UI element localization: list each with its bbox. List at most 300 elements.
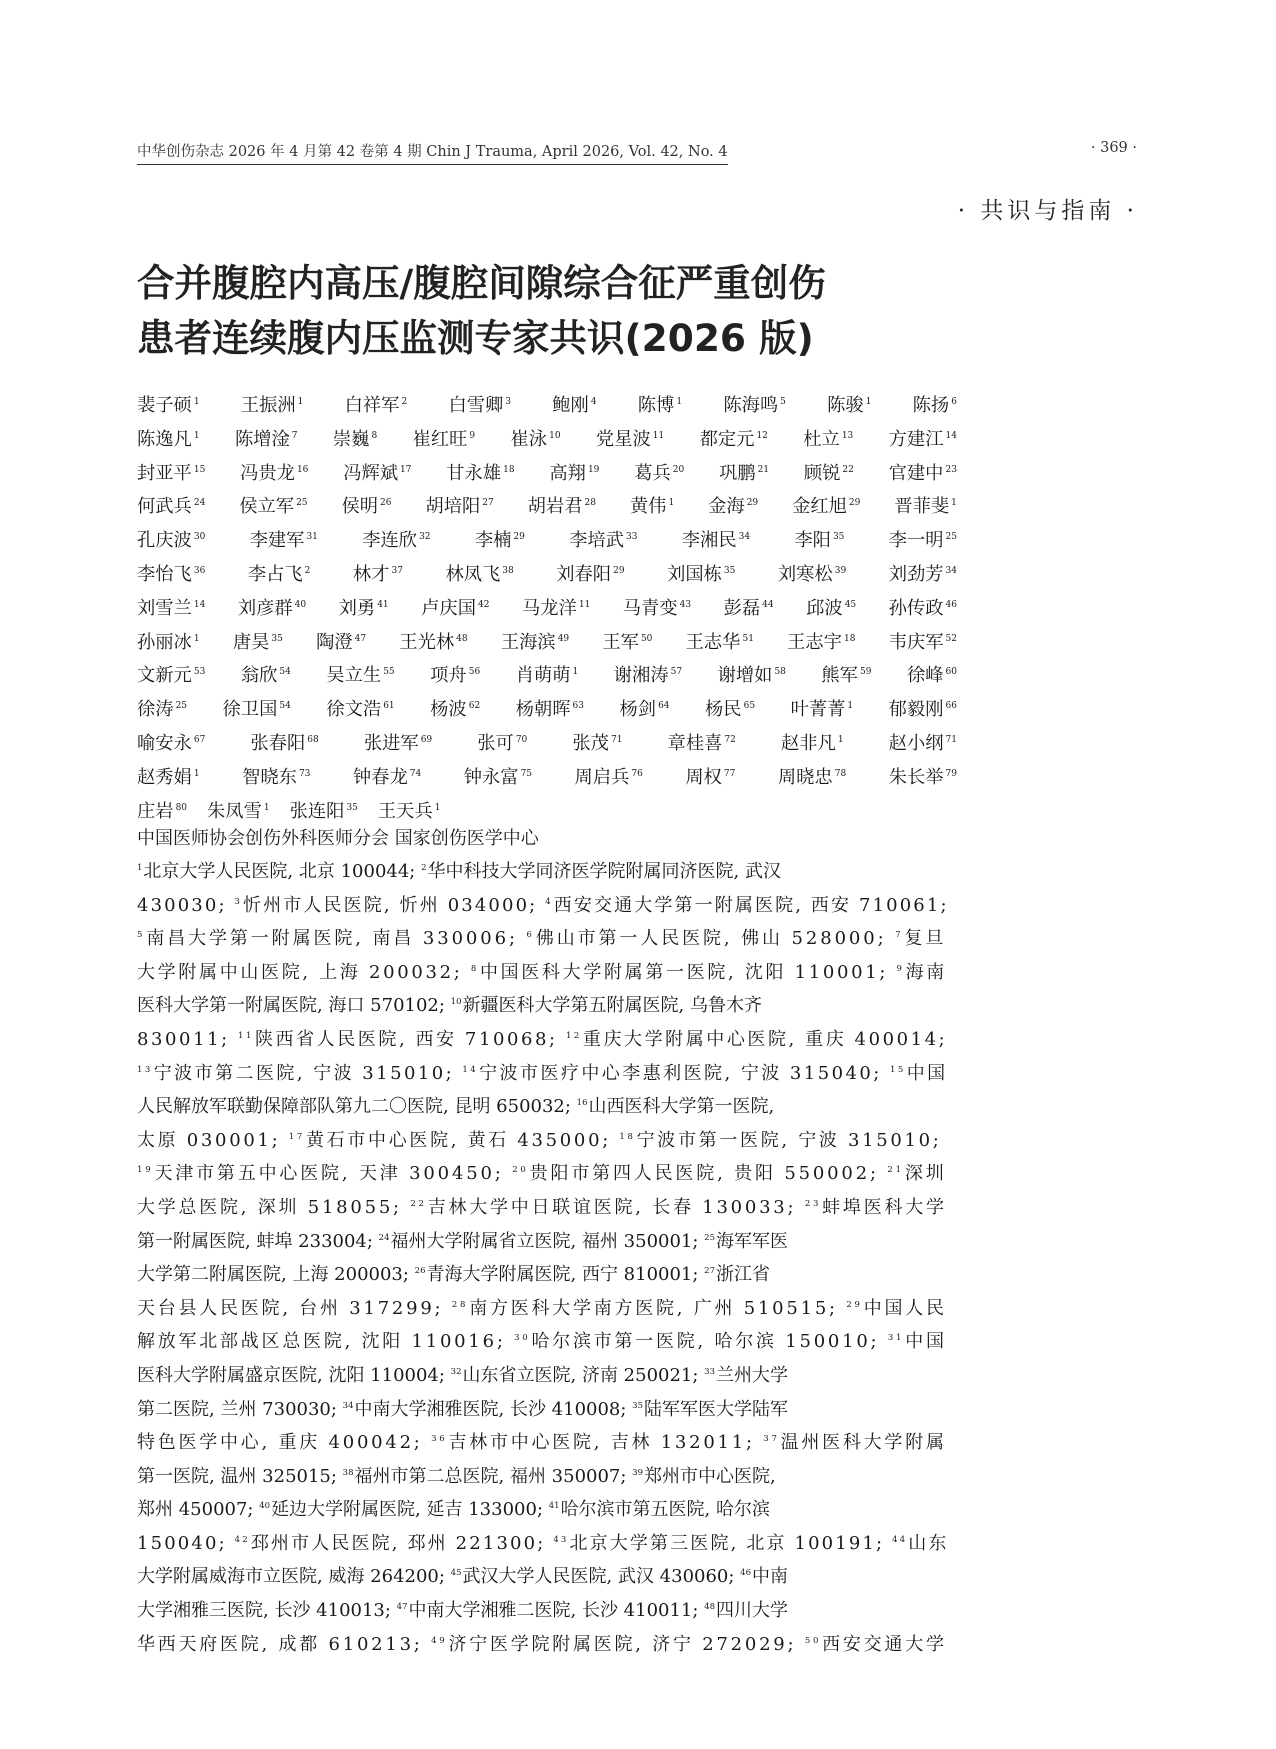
affiliation-number: 29 [846, 1299, 863, 1310]
author-affiliation-ref: 26 [380, 498, 392, 509]
affiliation-number: 39 [632, 1467, 643, 1478]
author-name: 刘国栋 $^{35}$ [667, 563, 736, 585]
affiliation-text: 解放军北部战区总医院, 沈阳 110016; [137, 1331, 515, 1353]
affiliation-text: 中国 [905, 1331, 947, 1353]
author-affiliation-ref: 1 [865, 397, 872, 407]
author-name: 翁欣 $^{54}$ [240, 665, 291, 687]
author-name: 陈扬 $^6$ [912, 395, 957, 416]
author-name: 周启兵 $^{76}$ [574, 766, 643, 788]
author-name: 杨波 $^{62}$ [430, 699, 481, 721]
column-label: · 共识与指南 · [957, 198, 1138, 224]
author-name: 钟永富 $^{75}$ [463, 766, 533, 788]
page-number: · 369 · [1090, 140, 1137, 156]
affiliation-number: 47 [396, 1602, 408, 1613]
affiliation-text: 南方医科大学南方医院, 广州 510515; [469, 1297, 847, 1319]
affiliation-text: 大学附属中山医院, 上海 200032; [137, 961, 471, 983]
author-affiliation-ref: 10 [549, 430, 561, 441]
author-name: 李怡飞 $^{36}$ [137, 563, 206, 585]
author-line [137, 623, 957, 657]
author-name: 熊军 $^{59}$ [821, 665, 872, 687]
affiliation-text: 吉林大学中日联谊医院, 长春 130033; [427, 1196, 805, 1218]
author-affiliation-ref: 75 [520, 768, 533, 779]
affiliation-number: 12 [565, 1030, 582, 1041]
author-affiliation-ref: 25 [175, 701, 188, 712]
affiliation-line [137, 1121, 955, 1155]
affiliation-number: 28 [451, 1299, 469, 1310]
affiliation-text: 邳州市人民医院, 邳州 221300; [250, 1532, 554, 1554]
author-affiliation-ref: 5 [780, 397, 786, 407]
author-line [137, 656, 957, 690]
author-affiliation-ref: 40 [294, 599, 307, 610]
author-name: 张春阳 $^{68}$ [250, 732, 319, 754]
affiliation-text: 山东 [908, 1532, 949, 1554]
affiliation-line [137, 1054, 955, 1088]
affiliation-line [137, 1154, 955, 1188]
author-name: 彭磊 $^{44}$ [723, 597, 774, 619]
affiliation-text: 医科大学第一附属医院, 海口 570102; [137, 995, 451, 1017]
author-name: 王光林 $^{48}$ [399, 631, 468, 653]
article-title [137, 256, 937, 366]
author-affiliation-ref: 13 [841, 430, 854, 441]
author-name: 李一明 $^{25}$ [888, 530, 957, 552]
author-affiliation-ref: 35 [346, 802, 358, 813]
author-name: 李培武 $^{33}$ [569, 530, 638, 552]
author-name: 陈骏 $^1$ [827, 395, 872, 416]
author-affiliation-ref: 4 [590, 397, 597, 407]
author-affiliation-ref: 63 [572, 701, 584, 712]
affiliation-number: 45 [450, 1568, 462, 1579]
affiliation-text: 贵阳市第四人民医院, 贵阳 550002; [529, 1163, 888, 1185]
affiliation-number: 8 [470, 963, 479, 974]
author-affiliation-ref: 19 [587, 464, 600, 475]
author-affiliation-ref: 64 [658, 701, 670, 712]
affiliation-number: 36 [431, 1434, 448, 1445]
affiliation-text: 四川大学 [716, 1600, 788, 1622]
affiliation-text: 温州医科大学附属 [780, 1432, 947, 1454]
author-name: 陈海鸣 $^5$ [723, 395, 786, 416]
affiliation-text: 海军军医 [716, 1230, 788, 1252]
author-name: 赵秀娟 $^1$ [137, 766, 200, 788]
author-name: 文新元 $^{53}$ [137, 665, 206, 687]
affiliation-text: 第二医院, 兰州 730030; [137, 1398, 343, 1420]
title-line-1: 合并腹腔内高压/腹腔间隙综合征严重创伤 [137, 261, 826, 305]
affiliation-text: 北京大学人民医院, 北京 100044; [143, 861, 422, 882]
author-affiliation-ref: 45 [844, 599, 857, 610]
affiliation-list [137, 852, 955, 1658]
author-affiliation-ref: 27 [482, 498, 494, 509]
author-affiliation-ref: 46 [945, 599, 957, 610]
author-name: 陈逸凡 $^1$ [137, 428, 200, 450]
author-affiliation-ref: 42 [478, 599, 490, 610]
author-name: 马青变 $^{43}$ [622, 597, 692, 619]
author-affiliation-ref: 33 [626, 532, 638, 543]
affiliation-number: 19 [137, 1165, 154, 1176]
author-name: 赵小纲 $^{71}$ [888, 732, 957, 754]
affiliation-text: 大学第二附属医院, 上海 200003; [137, 1264, 415, 1286]
affiliation-text: 忻州市人民医院, 忻州 034000; [243, 894, 546, 916]
author-affiliation-ref: 22 [842, 464, 854, 475]
author-affiliation-ref: 29 [746, 498, 759, 509]
author-affiliation-ref: 29 [513, 532, 525, 543]
author-affiliation-ref: 1 [193, 768, 200, 779]
affiliation-text: 重庆大学附属中心医院, 重庆 400014; [582, 1028, 948, 1050]
author-affiliation-ref: 59 [859, 667, 872, 678]
author-name: 韦庆军 $^{52}$ [888, 631, 957, 653]
author-line [137, 589, 957, 623]
author-affiliation-ref: 55 [383, 667, 395, 678]
author-affiliation-ref: 18 [844, 633, 856, 644]
affiliation-text: 北京大学第三医院, 北京 100191; [569, 1532, 893, 1554]
author-name: 徐峰 $^{60}$ [906, 665, 957, 687]
author-name: 李建军 $^{31}$ [249, 530, 318, 552]
affiliation-text: 人民解放军联勤保障部队第九二〇医院, 昆明 650032; [137, 1096, 577, 1118]
affiliation-text: 天台县人民医院, 台州 317299; [137, 1297, 452, 1319]
author-name: 项舟 $^{56}$ [430, 665, 481, 687]
author-name: 崔红旺 $^9$ [412, 428, 476, 450]
author-name: 黄伟 $^1$ [629, 496, 675, 518]
affiliation-number: 32 [450, 1366, 462, 1377]
affiliation-text: 中南 [752, 1566, 788, 1588]
author-name: 陈增淦 $^7$ [234, 428, 298, 450]
author-affiliation-ref: 25 [296, 498, 308, 509]
author-affiliation-ref: 1 [572, 667, 579, 678]
author-affiliation-ref: 39 [834, 565, 847, 576]
affiliation-number: 2 [421, 863, 427, 873]
author-line [137, 386, 957, 420]
author-affiliation-ref: 1 [434, 802, 441, 813]
affiliation-number: 21 [887, 1165, 904, 1176]
affiliation-text: 宁波市第二医院, 宁波 315010; [153, 1062, 463, 1084]
affiliation-number: 25 [704, 1232, 715, 1243]
author-affiliation-ref: 1 [193, 397, 200, 407]
author-name: 马龙洋 $^{11}$ [521, 597, 591, 619]
affiliation-number: 44 [892, 1534, 908, 1545]
author-affiliation-ref: 30 [193, 532, 206, 543]
affiliation-text: 新疆医科大学第五附属医院, 乌鲁木齐 [462, 995, 762, 1017]
author-affiliation-ref: 14 [193, 599, 206, 610]
author-name: 刘春阳 $^{29}$ [556, 563, 625, 585]
author-affiliation-ref: 20 [672, 464, 685, 475]
affiliation-number: 48 [704, 1602, 715, 1613]
author-line [137, 555, 957, 589]
affiliation-text: 佛山市第一人民医院, 佛山 528000; [535, 928, 896, 950]
affiliation-text: 大学湘雅三医院, 长沙 410013; [137, 1600, 397, 1622]
affiliation-number: 11 [238, 1030, 254, 1041]
affiliation-text: 中国医科大学附属第一医院, 沈阳 110001; [479, 961, 897, 983]
author-name: 张可 $^{70}$ [477, 732, 528, 754]
author-affiliation-ref: 80 [175, 802, 188, 813]
affiliation-number: 13 [137, 1064, 153, 1075]
affiliation-line [137, 1490, 955, 1524]
affiliation-text: 复旦 [904, 928, 947, 950]
affiliation-text: 830011; [137, 1028, 239, 1050]
affiliation-text: 深圳 [904, 1163, 947, 1185]
author-name: 谢湘涛 $^{57}$ [613, 665, 683, 687]
author-name: 崇巍 $^8$ [332, 428, 378, 450]
affiliation-number: 22 [410, 1198, 427, 1209]
author-affiliation-ref: 1 [193, 430, 200, 441]
author-line [137, 454, 957, 488]
affiliation-number: 15 [890, 1064, 906, 1075]
author-name: 赵非凡 $^1$ [780, 732, 844, 754]
author-affiliation-ref: 24 [193, 498, 206, 509]
author-affiliation-ref: 14 [945, 430, 957, 441]
author-name: 张连阳 $^{35}$ [289, 800, 358, 822]
author-affiliation-ref: 72 [724, 734, 736, 745]
author-name: 党星波 $^{11}$ [595, 428, 665, 450]
affiliation-number: 35 [632, 1400, 643, 1411]
author-name: 胡培阳 $^{27}$ [425, 496, 494, 518]
author-affiliation-ref: 11 [652, 430, 665, 441]
affiliation-text: 延边大学附属医院, 延吉 133000; [271, 1499, 549, 1521]
journal-citation: 中华创伤杂志 2026 年 4 月第 42 卷第 4 期 Chin J Trauma, April 2026, Vol. 42, No. 4 [137, 140, 728, 165]
author-affiliation-ref: 66 [945, 701, 957, 712]
affiliation-text: 福州大学附属省立医院, 福州 350001; [390, 1230, 705, 1252]
affiliation-text: 吉林市中心医院, 吉林 132011; [448, 1432, 764, 1454]
affiliation-text: 哈尔滨市第五医院, 哈尔滨 [560, 1499, 771, 1521]
author-affiliation-ref: 69 [420, 734, 433, 745]
author-affiliation-ref: 58 [774, 667, 786, 678]
affiliation-number: 4 [545, 896, 553, 907]
author-name: 徐涛 $^{25}$ [137, 699, 188, 721]
affiliation-text: 大学总医院, 深圳 518055; [137, 1196, 411, 1218]
author-name: 刘雪兰 $^{14}$ [137, 597, 206, 619]
author-name: 庄岩 $^{80}$ [137, 800, 188, 822]
affiliation-text: 蚌埠医科大学 [822, 1196, 947, 1218]
author-name: 孔庆波 $^{30}$ [137, 530, 206, 552]
author-name: 李湘民 $^{34}$ [681, 530, 751, 552]
author-name: 喻安永 $^{67}$ [137, 732, 206, 754]
author-affiliation-ref: 43 [679, 599, 692, 610]
author-name: 王天兵 $^1$ [377, 800, 441, 822]
affiliation-number: 3 [234, 896, 243, 907]
affiliation-text: 海南 [905, 961, 947, 983]
author-affiliation-ref: 74 [409, 768, 422, 779]
affiliation-text: 南昌大学第一附属医院, 南昌 330006; [146, 928, 527, 950]
author-name: 杨剑 $^{64}$ [619, 699, 670, 721]
affiliation-text: 430030; [137, 894, 235, 916]
author-name: 崔泳 $^{10}$ [510, 428, 561, 450]
affiliation-text: 山东省立医院, 济南 250021; [462, 1364, 705, 1386]
author-affiliation-ref: 62 [468, 701, 481, 712]
author-affiliation-ref: 1 [676, 397, 683, 407]
affiliation-number: 34 [342, 1400, 354, 1411]
affiliation-number: 1 [137, 863, 143, 873]
author-affiliation-ref: 49 [557, 633, 570, 644]
author-affiliation-ref: 51 [742, 633, 754, 644]
author-name: 周权 $^{77}$ [685, 766, 736, 788]
affiliation-text: 华中科技大学同济医学院附属同济医院, 武汉 [427, 861, 781, 882]
affiliation-text: 华西天府医院, 成都 610213; [137, 1633, 432, 1655]
author-name: 章桂喜 $^{72}$ [667, 732, 736, 754]
author-list [137, 386, 957, 825]
author-name: 朱长举 $^{79}$ [888, 766, 957, 788]
affiliation-text: 特色医学中心, 重庆 400042; [137, 1432, 432, 1454]
author-affiliation-ref: 57 [670, 667, 683, 678]
affiliation-number: 6 [526, 930, 535, 941]
affiliation-text: 武汉大学人民医院, 武汉 430060; [462, 1566, 741, 1588]
affiliation-line [137, 1423, 955, 1457]
affiliation-line [137, 1557, 955, 1591]
affiliation-text: 医科大学附属盛京医院, 沈阳 110004; [137, 1364, 451, 1386]
author-affiliation-ref: 60 [945, 667, 957, 678]
affiliation-number: 49 [431, 1635, 448, 1646]
author-name: 何武兵 $^{24}$ [137, 496, 206, 518]
author-affiliation-ref: 25 [945, 532, 957, 543]
author-name: 裴子硕 $^1$ [137, 395, 200, 416]
author-affiliation-ref: 21 [757, 464, 770, 475]
affiliation-text: 郑州市中心医院, [644, 1465, 776, 1487]
author-affiliation-ref: 23 [945, 464, 957, 475]
author-name: 陶澄 $^{47}$ [316, 631, 367, 653]
author-affiliation-ref: 17 [400, 464, 412, 475]
author-affiliation-ref: 78 [834, 768, 847, 779]
author-affiliation-ref: 29 [848, 498, 861, 509]
running-header [137, 140, 1137, 165]
affiliation-number: 5 [137, 930, 146, 941]
author-name: 徐文浩 $^{61}$ [326, 699, 395, 721]
affiliation-text: 陆军军医大学陆军 [644, 1398, 788, 1420]
author-name: 晋菲斐 $^1$ [894, 496, 957, 518]
affiliation-number: 38 [342, 1467, 354, 1478]
affiliation-line [137, 1591, 955, 1625]
affiliation-line [137, 852, 955, 886]
author-affiliation-ref: 1 [951, 498, 957, 509]
author-name: 甘永雄 $^{18}$ [446, 462, 515, 484]
author-name: 白雪卿 $^3$ [448, 395, 512, 416]
affiliation-number: 37 [763, 1434, 780, 1445]
author-affiliation-ref: 8 [371, 430, 378, 441]
author-name: 白祥军 $^2$ [344, 395, 408, 416]
affiliation-line [137, 1255, 955, 1289]
author-name: 方建江 $^{14}$ [888, 428, 957, 450]
author-affiliation-ref: 1 [297, 397, 304, 407]
author-affiliation-ref: 6 [951, 397, 957, 407]
author-affiliation-ref: 73 [298, 768, 311, 779]
author-name: 李阳 $^{35}$ [794, 530, 845, 552]
affiliation-number: 42 [234, 1534, 250, 1545]
affiliation-line [137, 1390, 955, 1424]
author-name: 刘劲芳 $^{34}$ [888, 563, 957, 585]
author-name: 杨民 $^{65}$ [705, 699, 756, 721]
affiliation-text: 福州市第二总医院, 福州 350007; [354, 1465, 633, 1487]
author-name: 都定元 $^{12}$ [699, 428, 768, 450]
affiliation-number: 23 [804, 1198, 822, 1209]
author-affiliation-ref: 52 [945, 633, 957, 644]
affiliation-line [137, 1625, 955, 1659]
author-name: 冯贵龙 $^{16}$ [240, 462, 309, 484]
affiliation-text: 山西医科大学第一医院, [588, 1096, 775, 1118]
author-affiliation-ref: 48 [456, 633, 468, 644]
author-affiliation-ref: 28 [584, 498, 596, 509]
affiliation-text: 150040; [137, 1532, 235, 1554]
author-affiliation-ref: 18 [503, 464, 515, 475]
affiliation-number: 20 [512, 1165, 529, 1176]
author-affiliation-ref: 2 [401, 397, 408, 407]
author-name: 王志宇 $^{18}$ [787, 631, 856, 653]
author-affiliation-ref: 44 [762, 599, 774, 610]
author-name: 李楠 $^{29}$ [474, 530, 525, 552]
author-name: 唐昊 $^{35}$ [232, 631, 283, 653]
affiliation-line [137, 1020, 955, 1054]
author-line [137, 724, 957, 758]
author-name: 郁毅刚 $^{66}$ [888, 699, 957, 721]
affiliation-number: 41 [548, 1501, 560, 1512]
author-affiliation-ref: 9 [469, 430, 476, 441]
affiliation-number: 33 [704, 1366, 715, 1377]
author-name: 智晓东 $^{73}$ [242, 766, 311, 788]
author-name: 金红旭 $^{29}$ [792, 496, 861, 518]
author-name: 刘勇 $^{41}$ [338, 597, 389, 619]
author-affiliation-ref: 15 [193, 464, 206, 475]
affiliation-text: 浙江省 [716, 1264, 770, 1286]
author-name: 鲍刚 $^4$ [552, 395, 597, 416]
author-affiliation-ref: 1 [263, 802, 270, 813]
author-affiliation-ref: 71 [945, 734, 957, 745]
affiliation-text: 大学附属威海市立医院, 威海 264200; [137, 1566, 451, 1588]
author-name: 杜立 $^{13}$ [803, 428, 854, 450]
author-name: 顾锐 $^{22}$ [803, 462, 854, 484]
author-affiliation-ref: 16 [296, 464, 309, 475]
affiliation-line [137, 1087, 955, 1121]
author-line [137, 758, 957, 792]
author-name: 胡岩君 $^{28}$ [527, 496, 596, 518]
author-line [137, 521, 957, 555]
affiliation-text: 中国人民 [863, 1297, 947, 1319]
author-name: 李连欣 $^{32}$ [362, 530, 431, 552]
title-line-2: 患者连续腹内压监测专家共识(2026 版) [137, 316, 814, 360]
author-affiliation-ref: 37 [391, 565, 403, 576]
author-affiliation-ref: 68 [307, 734, 319, 745]
affiliation-number: 14 [462, 1064, 479, 1075]
author-affiliation-ref: 50 [640, 633, 653, 644]
author-name: 刘彦群 $^{40}$ [237, 597, 307, 619]
author-name: 巩鹏 $^{21}$ [719, 462, 770, 484]
author-affiliation-ref: 76 [631, 768, 643, 779]
author-line [137, 690, 957, 724]
affiliation-line [137, 953, 955, 987]
affiliation-number: 9 [896, 963, 905, 974]
affiliation-text: 济宁医学院附属医院, 济宁 272029; [448, 1633, 805, 1655]
author-name: 金海 $^{29}$ [708, 496, 759, 518]
author-name: 吴立生 $^{55}$ [326, 665, 395, 687]
author-affiliation-ref: 1 [668, 498, 675, 509]
author-name: 王海滨 $^{49}$ [500, 631, 570, 653]
author-affiliation-ref: 32 [419, 532, 431, 543]
author-affiliation-ref: 77 [723, 768, 736, 779]
affiliation-number: 24 [378, 1232, 390, 1243]
affiliation-text: 中国 [906, 1062, 948, 1084]
author-affiliation-ref: 53 [193, 667, 206, 678]
author-name: 张茂 $^{71}$ [572, 732, 623, 754]
affiliation-line [137, 1322, 955, 1356]
author-name: 周晓忠 $^{78}$ [777, 766, 847, 788]
author-affiliation-ref: 34 [945, 565, 957, 576]
author-affiliation-ref: 34 [738, 532, 751, 543]
affiliation-text: 哈尔滨市第一医院, 哈尔滨 150010; [531, 1331, 888, 1353]
affiliation-line [137, 986, 955, 1020]
author-affiliation-ref: 12 [756, 430, 768, 441]
author-affiliation-ref: 3 [505, 397, 512, 407]
author-name: 陈博 $^1$ [637, 395, 683, 416]
author-name: 侯明 $^{26}$ [341, 496, 392, 518]
author-affiliation-ref: 1 [193, 633, 200, 644]
author-affiliation-ref: 1 [837, 734, 844, 745]
author-affiliation-ref: 56 [468, 667, 481, 678]
author-name: 封亚平 $^{15}$ [137, 462, 206, 484]
affiliation-text: 宁波市医疗中心李惠利医院, 宁波 315040; [479, 1062, 890, 1084]
author-affiliation-ref: 54 [279, 667, 291, 678]
